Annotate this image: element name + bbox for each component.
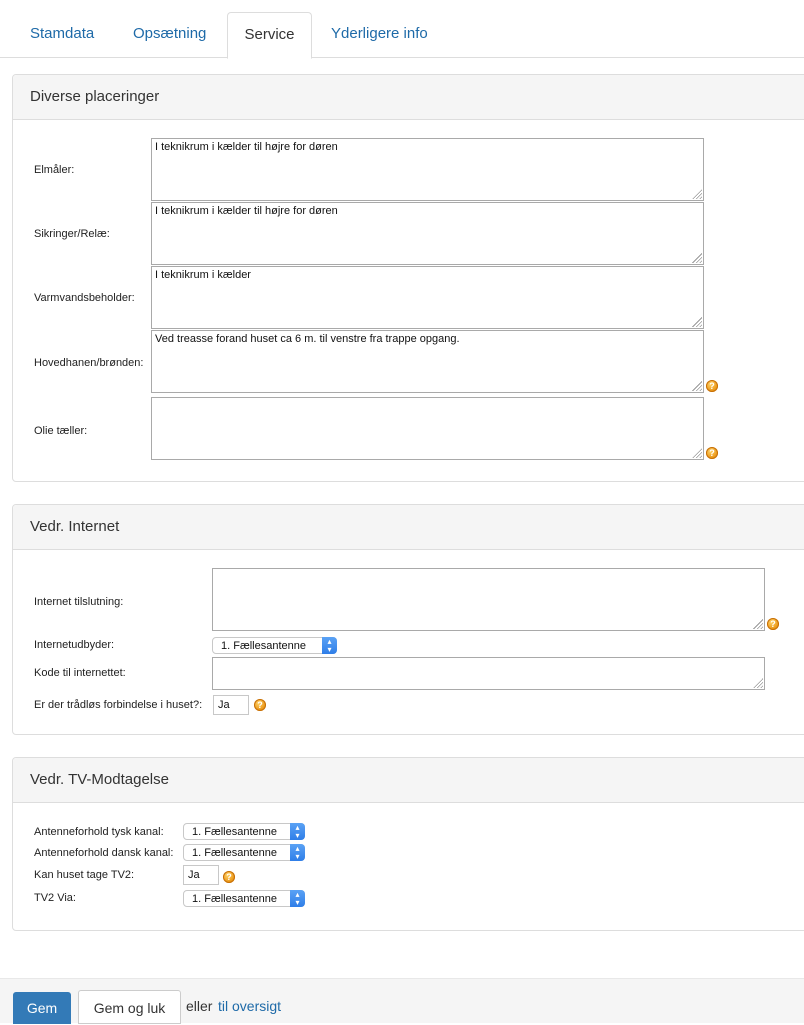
elmaaler-value: I teknikrum i kælder til højre for døren <box>155 141 338 153</box>
internet-tilslutning-textarea[interactable] <box>212 568 765 631</box>
hovedhanen-value: Ved treasse forand huset ca 6 m. til venstre fra trappe opgang. <box>155 333 460 345</box>
help-icon[interactable]: ? <box>706 380 718 392</box>
tv2-label: Kan huset tage TV2: <box>34 869 135 881</box>
tv2-via-select[interactable] <box>183 890 305 907</box>
tysk-kanal-value: 1. Fællesantenne <box>192 826 277 838</box>
tab-yderligere-info[interactable]: Yderligere info <box>331 25 428 42</box>
tab-stamdata[interactable]: Stamdata <box>30 25 95 42</box>
tysk-kanal-select[interactable] <box>183 823 305 840</box>
panel-title: Diverse placeringer <box>13 75 804 120</box>
olie-taeller-label: Olie tæller: <box>34 425 88 437</box>
resize-handle[interactable] <box>692 189 702 199</box>
tv-panel <box>12 757 804 931</box>
help-icon[interactable]: ? <box>223 871 235 883</box>
resize-handle[interactable] <box>692 448 702 458</box>
chevron-updown-icon: ▴ ▾ <box>322 637 337 654</box>
olie-taeller-textarea[interactable] <box>151 397 704 460</box>
help-icon[interactable]: ? <box>706 447 718 459</box>
traadloes-input[interactable]: Ja <box>213 695 249 715</box>
tab-service[interactable]: Service <box>227 12 312 59</box>
varmvandsbeholder-value: I teknikrum i kælder <box>155 269 251 281</box>
tv2-via-label: TV2 Via: <box>34 892 76 904</box>
resize-handle[interactable] <box>753 619 763 629</box>
chevron-updown-icon: ▴ ▾ <box>290 890 305 907</box>
kode-label: Kode til internettet: <box>34 667 126 679</box>
hovedhanen-label: Hovedhanen/brønden: <box>34 357 144 369</box>
panel-title: Vedr. Internet <box>13 505 804 550</box>
diverse-placeringer-panel <box>12 74 804 482</box>
help-icon[interactable]: ? <box>767 618 779 630</box>
tv2-input[interactable]: Ja <box>183 865 219 885</box>
tab-bar <box>0 0 804 58</box>
save-button[interactable]: Gem <box>13 992 71 1024</box>
internetudbyder-value: 1. Fællesantenne <box>221 640 306 652</box>
resize-handle[interactable] <box>753 678 763 688</box>
hovedhanen-textarea[interactable] <box>151 330 704 393</box>
chevron-updown-icon: ▴ ▾ <box>290 844 305 861</box>
internet-tilslutning-label: Internet tilslutning: <box>34 596 124 608</box>
panel-title: Vedr. TV-Modtagelse <box>13 758 804 803</box>
resize-handle[interactable] <box>692 253 702 263</box>
save-close-button[interactable]: Gem og luk <box>78 990 181 1024</box>
tysk-kanal-label: Antenneforhold tysk kanal: <box>34 826 164 838</box>
elmaaler-label: Elmåler: <box>34 164 75 176</box>
sikringer-label: Sikringer/Relæ: <box>34 228 110 240</box>
sikringer-textarea[interactable] <box>151 202 704 265</box>
elmaaler-textarea[interactable] <box>151 138 704 201</box>
internet-panel <box>12 504 804 735</box>
overview-link[interactable]: til oversigt <box>218 998 282 1014</box>
dansk-kanal-select[interactable] <box>183 844 305 861</box>
tv2-via-value: 1. Fællesantenne <box>192 893 277 905</box>
varmvandsbeholder-label: Varmvandsbeholder: <box>34 292 135 304</box>
resize-handle[interactable] <box>692 381 702 391</box>
internetudbyder-label: Internetudbyder: <box>34 639 115 651</box>
tab-opsaetning[interactable]: Opsætning <box>133 25 207 42</box>
chevron-updown-icon: ▴ ▾ <box>290 823 305 840</box>
sikringer-value: I teknikrum i kælder til højre for døren <box>155 205 338 217</box>
varmvandsbeholder-textarea[interactable] <box>151 266 704 329</box>
resize-handle[interactable] <box>692 317 702 327</box>
help-icon[interactable]: ? <box>254 699 266 711</box>
internetudbyder-select[interactable] <box>212 637 337 654</box>
dansk-kanal-value: 1. Fællesantenne <box>192 847 277 859</box>
dansk-kanal-label: Antenneforhold dansk kanal: <box>34 847 174 859</box>
traadloes-label: Er der trådløs forbindelse i huset?: <box>34 699 203 711</box>
kode-textarea[interactable] <box>212 657 765 690</box>
or-text: eller <box>186 998 213 1014</box>
